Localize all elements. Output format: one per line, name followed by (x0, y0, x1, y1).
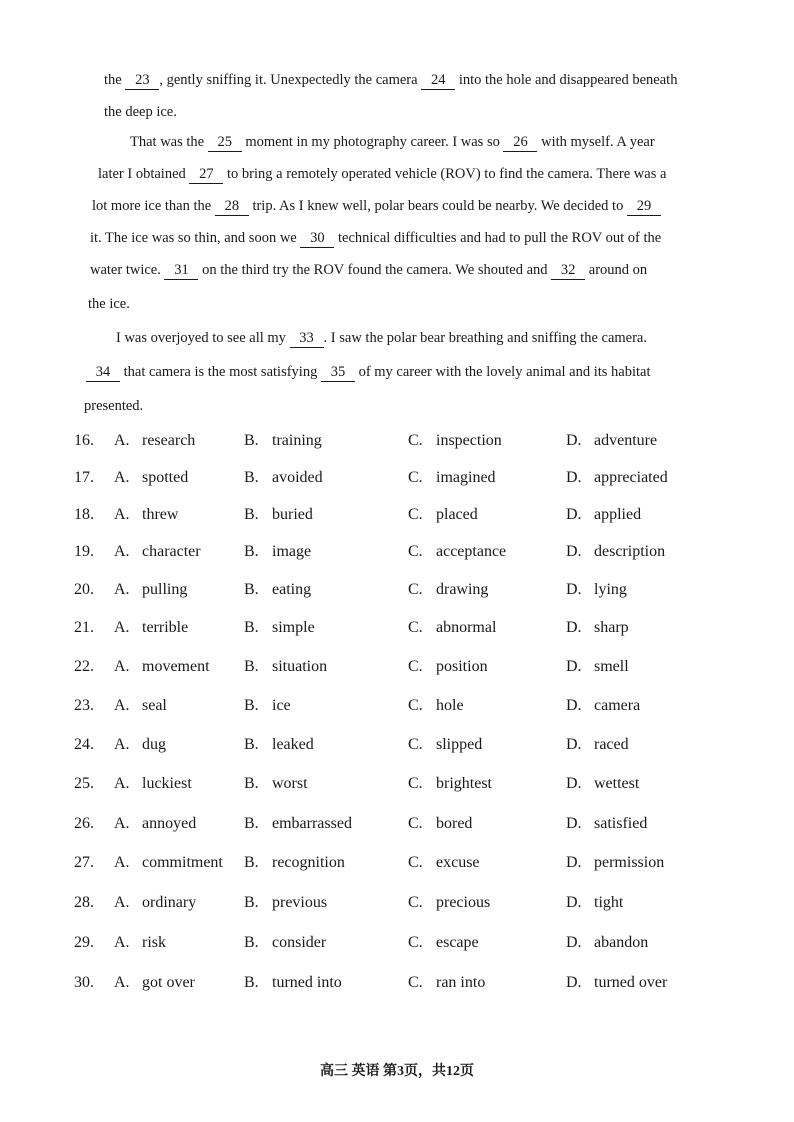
option-c[interactable]: C. brightest (408, 775, 492, 792)
question-row-20 (74, 581, 754, 605)
blank-23: 23 (125, 73, 159, 90)
option-a[interactable]: A. dug (114, 736, 166, 753)
passage-line-6 (90, 230, 661, 248)
blank-34: 34 (86, 365, 120, 382)
question-number: 20. (74, 581, 94, 598)
blank-24: 24 (421, 73, 455, 90)
passage-text: trip. As I knew well, polar bears could be nearby. We decided to (248, 198, 627, 214)
option-a[interactable]: A. commitment (114, 854, 223, 871)
question-row-25 (74, 775, 754, 799)
option-a[interactable]: A. threw (114, 506, 179, 523)
option-a[interactable]: A. terrible (114, 619, 189, 636)
passage-text: I was overjoyed to see all my (116, 330, 290, 346)
question-number: 29. (74, 934, 94, 951)
option-c[interactable]: C. excuse (408, 854, 480, 871)
question-number: 24. (74, 736, 94, 753)
question-row-26 (74, 815, 754, 839)
option-a[interactable]: A. risk (114, 934, 166, 951)
question-number: 26. (74, 815, 94, 832)
question-row-30 (74, 974, 754, 998)
passage-text: the deep ice. (104, 104, 177, 120)
option-c[interactable]: C. position (408, 658, 488, 675)
option-d[interactable]: D. smell (566, 658, 629, 675)
question-number: 28. (74, 894, 94, 911)
passage-text: water twice. (90, 262, 165, 278)
question-row-29 (74, 934, 754, 958)
option-b[interactable]: B. embarrassed (244, 815, 352, 832)
passage-line-9 (116, 330, 647, 348)
passage-text: technical difficulties and had to pull the ROV out of the (334, 230, 662, 246)
question-number: 18. (74, 506, 94, 523)
question-row-17 (74, 469, 754, 493)
option-b[interactable]: B. leaked (244, 736, 314, 753)
passage-line-3 (130, 134, 655, 152)
passage-text: presented. (84, 398, 144, 414)
passage-text: that camera is the most satisfying (120, 364, 321, 380)
option-d[interactable]: D. tight (566, 894, 624, 911)
passage-text: into the hole and disappeared beneath (455, 72, 678, 88)
question-number: 19. (74, 543, 94, 560)
question-number: 22. (74, 658, 94, 675)
option-c[interactable]: C. inspection (408, 432, 502, 449)
passage-text: , gently sniffing it. Unexpectedly the camera (159, 72, 422, 88)
passage-text: of my career with the lovely animal and its habitat (354, 364, 651, 380)
question-row-21 (74, 619, 754, 643)
question-number: 21. (74, 619, 94, 636)
blank-33: 33 (290, 331, 324, 348)
blank-26: 26 (503, 135, 537, 152)
option-a[interactable]: A. luckiest (114, 775, 192, 792)
passage-text: That was the (130, 134, 208, 150)
option-d[interactable]: D. camera (566, 697, 641, 714)
option-b[interactable]: B. image (244, 543, 312, 560)
passage-text: lot more ice than the (92, 198, 215, 214)
option-a[interactable]: A. research (114, 432, 196, 449)
option-a[interactable]: A. seal (114, 697, 167, 714)
option-c[interactable]: C. ran into (408, 974, 486, 991)
passage-line-2 (104, 104, 177, 121)
passage-line-7 (90, 262, 647, 280)
option-b[interactable]: B. worst (244, 775, 308, 792)
question-row-23 (74, 697, 754, 721)
option-d[interactable]: D. turned over (566, 974, 668, 991)
option-b[interactable]: B. situation (244, 658, 328, 675)
option-d[interactable]: D. sharp (566, 619, 629, 636)
question-number: 25. (74, 775, 94, 792)
question-number: 16. (74, 432, 94, 449)
option-c[interactable]: C. imagined (408, 469, 496, 486)
option-d[interactable]: D. description (566, 543, 666, 560)
option-b[interactable]: B. turned into (244, 974, 342, 991)
passage-text: . I saw the polar bear breathing and sniffing the camera. (323, 330, 647, 346)
option-c[interactable]: C. placed (408, 506, 478, 523)
question-row-16 (74, 432, 754, 456)
option-c[interactable]: C. acceptance (408, 543, 507, 560)
blank-29: 29 (627, 199, 661, 216)
question-row-18 (74, 506, 754, 530)
passage-text: later I obtained (98, 166, 190, 182)
blank-25: 25 (208, 135, 242, 152)
option-b[interactable]: B. eating (244, 581, 312, 598)
page-footer: 高三 英语 第3页，共12页 (320, 1064, 474, 1079)
question-number: 30. (74, 974, 94, 991)
option-b[interactable]: B. simple (244, 619, 315, 636)
blank-35: 35 (321, 365, 355, 382)
option-a[interactable]: A. spotted (114, 469, 189, 486)
passage-text: the (104, 72, 126, 88)
passage-line-4 (98, 166, 666, 184)
question-number: 27. (74, 854, 94, 871)
blank-28: 28 (215, 199, 249, 216)
option-b[interactable]: B. previous (244, 894, 328, 911)
passage-line-1 (104, 72, 677, 90)
question-number: 23. (74, 697, 94, 714)
question-row-22 (74, 658, 754, 682)
blank-30: 30 (300, 231, 334, 248)
passage-text: on the third try the ROV found the camera. We shouted and (198, 262, 552, 278)
option-a[interactable]: A. ordinary (114, 894, 197, 911)
option-b[interactable]: B. avoided (244, 469, 323, 486)
option-d[interactable]: D. appreciated (566, 469, 668, 486)
option-d[interactable]: D. wettest (566, 775, 640, 792)
passage-text: the ice. (88, 296, 130, 312)
option-b[interactable]: B. consider (244, 934, 327, 951)
option-d[interactable]: D. permission (566, 854, 665, 871)
passage-text: it. The ice was so thin, and soon we (90, 230, 301, 246)
option-c[interactable]: C. slipped (408, 736, 483, 753)
option-d[interactable]: D. abandon (566, 934, 649, 951)
passage-line-11 (84, 398, 143, 415)
question-row-27 (74, 854, 754, 878)
option-c[interactable]: C. abnormal (408, 619, 497, 636)
option-d[interactable]: D. adventure (566, 432, 658, 449)
passage-line-8 (88, 296, 130, 313)
passage-line-5 (92, 198, 661, 216)
option-c[interactable]: C. hole (408, 697, 464, 714)
option-b[interactable]: B. buried (244, 506, 313, 523)
option-a[interactable]: A. annoyed (114, 815, 197, 832)
passage-text: to bring a remotely operated vehicle (ROV) to find the camera. There was a (223, 166, 667, 182)
question-row-28 (74, 894, 754, 918)
option-a[interactable]: A. pulling (114, 581, 188, 598)
option-c[interactable]: C. drawing (408, 581, 489, 598)
question-row-19 (74, 543, 754, 567)
question-number: 17. (74, 469, 94, 486)
passage-line-10 (86, 364, 651, 382)
question-row-24 (74, 736, 754, 760)
option-b[interactable]: B. recognition (244, 854, 345, 871)
option-c[interactable]: C. precious (408, 894, 491, 911)
blank-27: 27 (189, 167, 223, 184)
option-c[interactable]: C. bored (408, 815, 473, 832)
option-d[interactable]: D. satisfied (566, 815, 648, 832)
passage-text: moment in my photography career. I was so (241, 134, 504, 150)
option-a[interactable]: A. got over (114, 974, 195, 991)
blank-32: 32 (551, 263, 585, 280)
option-d[interactable]: D. lying (566, 581, 627, 598)
option-d[interactable]: D. applied (566, 506, 642, 523)
option-a[interactable]: A. movement (114, 658, 210, 675)
blank-31: 31 (164, 263, 198, 280)
passage-text: around on (585, 262, 648, 278)
passage-text: with myself. A year (537, 134, 655, 150)
option-d[interactable]: D. raced (566, 736, 629, 753)
option-b[interactable]: B. training (244, 432, 322, 449)
option-c[interactable]: C. escape (408, 934, 479, 951)
option-a[interactable]: A. character (114, 543, 201, 560)
option-b[interactable]: B. ice (244, 697, 291, 714)
